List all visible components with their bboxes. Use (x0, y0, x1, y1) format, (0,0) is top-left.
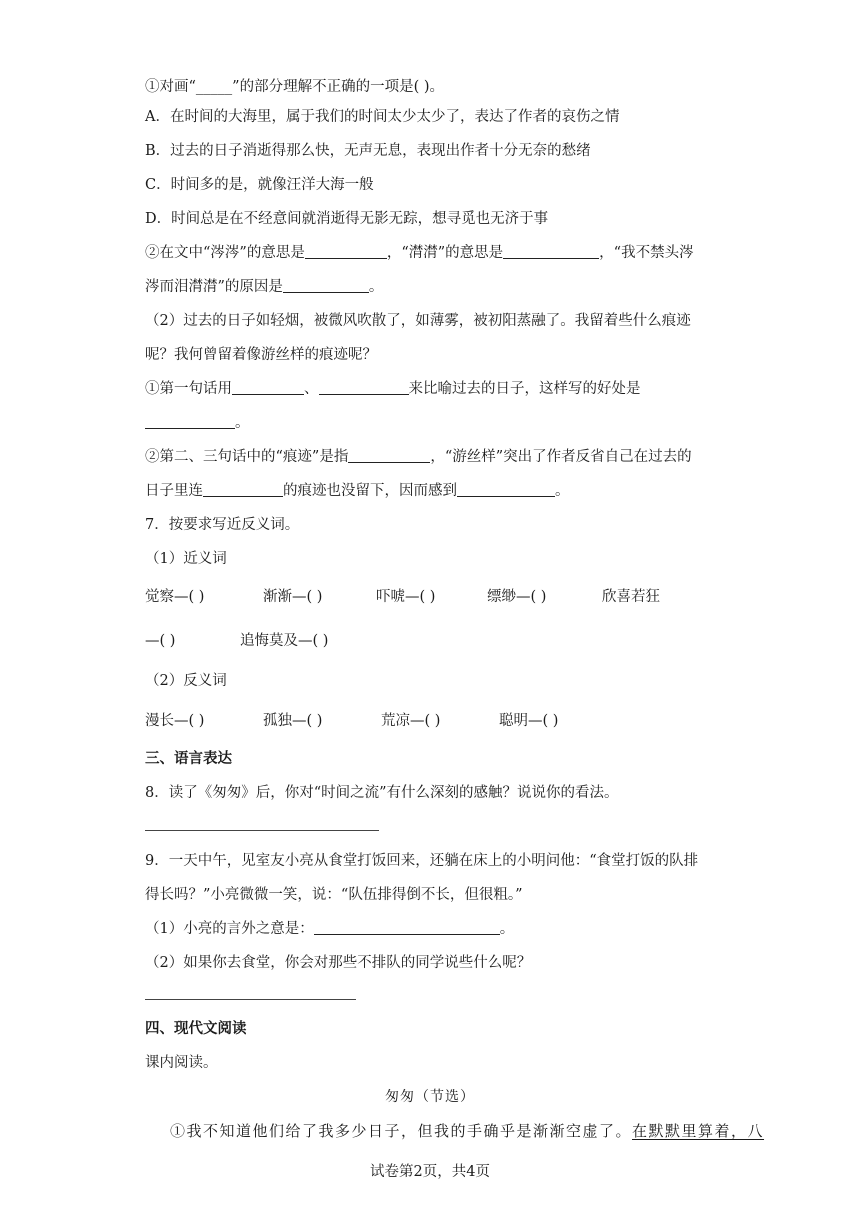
passage-title: 匆匆（节选） (385, 1089, 475, 1105)
antonym-item[interactable]: 聪明—( ) (499, 713, 559, 729)
answer-blank[interactable] (314, 920, 500, 935)
q6-sub1-prompt: ①对画“_____”的部分理解不正确的一项是( )。 (145, 79, 444, 95)
reading-intro: 课内阅读。 (145, 1055, 218, 1071)
q6-sub2-text-b: ，“潸潸”的意思是 (386, 245, 504, 261)
q8-prompt: 8．读了《匆匆》后，你对“时间之流”有什么深刻的感触？说说你的看法。 (145, 785, 619, 801)
q6-sub2-line2 (145, 278, 383, 296)
antonym-item[interactable]: 孤独—( ) (263, 713, 323, 729)
q6-sub2-line1 (145, 244, 694, 262)
answer-blank[interactable] (305, 244, 387, 259)
option-c: C．时间多的是，就像汪洋大海一般 (145, 177, 374, 193)
q6-part2-sub2-line1 (145, 448, 692, 466)
q6-p2s1-text-c: 来比喻过去的日子，这样写的好处是 (408, 381, 641, 397)
synonym-item[interactable]: 追悔莫及—( ) (240, 633, 329, 649)
q6-part2-sub1-line2 (145, 414, 250, 432)
q6-p2s2-text-e: 。 (555, 483, 570, 499)
synonym-row-2 (145, 632, 328, 650)
synonym-item[interactable]: 渐渐—( ) (263, 589, 323, 605)
option-d: D．时间总是在不经意间就消逝得无影无踪，想寻觅也无济于事 (145, 211, 549, 227)
q6-part2-line2: 呢？我何曾留着像游丝样的痕迹呢？ (145, 347, 377, 363)
section-heading: 四、现代文阅读 (145, 1021, 247, 1037)
q6-sub2-text-d: 涔而泪潸潸”的原因是 (145, 279, 283, 295)
q7-antonyms-heading: （2）反义词 (145, 673, 227, 689)
q7-synonyms-heading: （1）近义词 (145, 551, 227, 567)
q6-p2s2-text-b: ，“游丝样”突出了作者反省自己在过去的 (430, 449, 692, 465)
q6-sub2-text-c: ，“我不禁头涔 (599, 245, 694, 261)
q9-sub2: （2）如果你去食堂，你会对那些不排队的同学说些什么呢？ (145, 955, 532, 971)
q6-part2-sub1-line1 (145, 380, 641, 398)
passage-underlined-text: 在默默里算着，八 (632, 1122, 765, 1140)
answer-blank[interactable] (283, 278, 369, 293)
synonym-item: 欣喜若狂 (602, 589, 660, 605)
q6-sub2-text-a: ②在文中“涔涔”的意思是 (145, 245, 305, 261)
answer-blank[interactable] (232, 380, 304, 395)
q9-line2: 得长吗？”小亮微微一笑，说：“队伍排得倒不长，但很粗。” (145, 887, 523, 903)
q6-p2s1-text-a: ①第一句话用 (145, 381, 232, 397)
option-b: B．过去的日子消逝得那么快，无声无息，表现出作者十分无奈的愁绪 (145, 143, 591, 159)
q7-title: 7．按要求写近反义词。 (145, 517, 300, 533)
q6-part2-line1: （2）过去的日子如轻烟，被微风吹散了，如薄雾，被初阳蒸融了。我留着些什么痕迹 (145, 313, 691, 329)
q9-sub1-end: 。 (499, 921, 515, 937)
section-heading: 三、语言表达 (145, 751, 232, 767)
answer-line[interactable] (145, 830, 379, 831)
q6-part2-sub2-line2 (145, 482, 570, 500)
q6-p2s2-text-a: ②第二、三句话中的“痕迹”是指 (145, 449, 349, 465)
synonym-row-1 (145, 588, 660, 606)
q6-p2s2-text-c: 日子里连 (145, 483, 203, 499)
antonym-row (145, 712, 558, 730)
synonym-item[interactable]: —( ) (145, 633, 176, 649)
antonym-item[interactable]: 荒凉—( ) (381, 713, 441, 729)
answer-blank[interactable] (457, 482, 555, 497)
synonym-item[interactable]: 吓唬—( ) (376, 589, 436, 605)
q6-p2s1-end: 。 (235, 415, 250, 431)
q9-line1: 9．一天中午，见室友小亮从食堂打饭回来，还躺在床上的小明问他：“食堂打饭的队排 (145, 853, 699, 869)
q9-sub1 (145, 920, 514, 938)
answer-blank[interactable] (145, 414, 235, 429)
synonym-item[interactable]: 缥缈—( ) (487, 589, 547, 605)
synonym-item[interactable]: 觉察—( ) (145, 589, 205, 605)
antonym-item[interactable]: 漫长—( ) (145, 713, 205, 729)
answer-blank[interactable] (348, 448, 430, 463)
page-footer: 试卷第2页，共4页 (370, 1164, 490, 1180)
answer-blank[interactable] (203, 482, 283, 497)
passage-text: ①我不知道他们给了我多少日子，但我的手确乎是渐渐空虚了。 (170, 1122, 633, 1140)
option-a: A．在时间的大海里，属于我们的时间太少太少了，表达了作者的哀伤之情 (145, 109, 620, 125)
q6-p2s1-text-b: 、 (304, 381, 319, 397)
passage-paragraph (170, 1122, 764, 1140)
q6-sub2-text-e: 。 (368, 279, 384, 295)
answer-blank[interactable] (503, 244, 599, 259)
answer-line[interactable] (145, 999, 356, 1000)
q6-p2s2-text-d: 的痕迹也没留下，因而感到 (283, 483, 457, 499)
answer-blank[interactable] (319, 380, 409, 395)
q9-sub1-text: （1）小亮的言外之意是： (145, 921, 314, 937)
